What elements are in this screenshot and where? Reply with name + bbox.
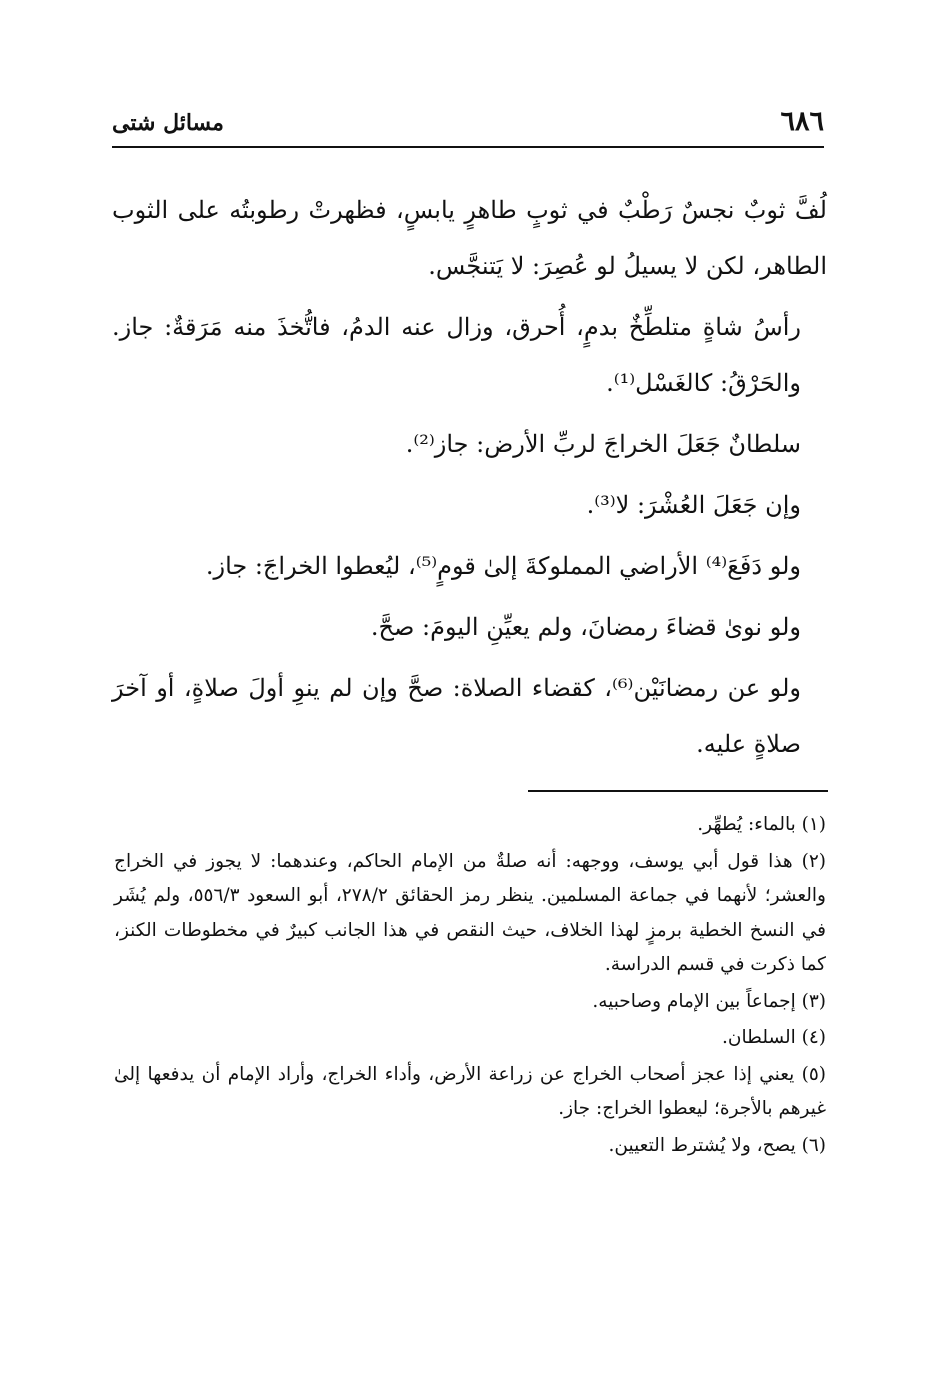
main-text: [112, 182, 827, 777]
page-header: [112, 100, 824, 148]
page-number: ٦٨٦: [780, 106, 824, 137]
paragraph: ولو عن رمضانَيْن⁽⁶⁾، كقضاء الصلاة: صحَّ وإن لم ينوِ أولَ صلاةٍ، أو آخرَ صلاةٍ عليه.: [112, 674, 801, 758]
paragraph: وإن جَعَلَ العُشْرَ: لا⁽³⁾.: [586, 491, 801, 519]
footnote: (١) بالماء: يُطهِّر.: [697, 814, 826, 835]
footnote: (٤) السلطان.: [722, 1027, 826, 1048]
paragraph: لُفَّ ثوبٌ نجسٌ رَطْبٌ في ثوبٍ طاهرٍ يابسٍ، فظهرتْ رطوبتُه على الثوب الطاهر، لكن لا يسيلُ لو عُصِرَ: لا يَتنجَّس.: [112, 196, 827, 280]
paragraph: ولو نوىٰ قضاءَ رمضانَ، ولم يعيِّنِ اليومَ: صحَّ.: [370, 613, 801, 641]
footnote: (٢) هذا قول أبي يوسف، ووجهه: أنه صلةٌ من الإمام الحاكم، وعندهما: لا يجوز في الخراج والعشر؛ لأنهما في جماعة المسلمين. ينظر رمز الحقائق ٢٧٨/٢، أبو السعود ٥٥٦/٣، ولم يُشَر في النسخ الخطية برمزٍ لهذا الخلاف، حيث النقص في هذا الجانب كبيرٌ في مخطوطات الكنز، كما ذكرت في قسم الدراسة.: [114, 850, 826, 975]
footnote: (٣) إجماعاً بين الإمام وصاحبيه.: [592, 990, 826, 1012]
running-title: مسائل شتى: [112, 110, 224, 136]
footnote-separator: [528, 790, 828, 792]
paragraph: سلطانٌ جَعَلَ الخراجَ لربِّ الأرض: جاز⁽²⁾.: [405, 430, 801, 458]
footnotes: [114, 808, 826, 1165]
footnote: (٦) يصح، ولا يُشترط التعيين.: [608, 1134, 826, 1156]
paragraph: ولو دَفَعَ⁽⁴⁾ الأراضي المملوكةَ إلىٰ قومٍ⁽⁵⁾، ليُعطوا الخراجَ: جاز.: [205, 552, 801, 580]
paragraph: رأسُ شاةٍ متلطِّخٌ بدمٍ، أُحرق، وزال عنه الدمُ، فاتُّخذَ منه مَرَقةٌ: جاز. والحَرْقُ: كالغَسْل⁽¹⁾.: [112, 313, 801, 397]
footnote: (٥) يعني إذا عجز أصحاب الخراج عن زراعة الأرض، وأداء الخراج، وأراد الإمام أن يدفعها إلىٰ غيرهم بالأجرة؛ ليعطوا الخراج: جاز.: [114, 1063, 826, 1119]
